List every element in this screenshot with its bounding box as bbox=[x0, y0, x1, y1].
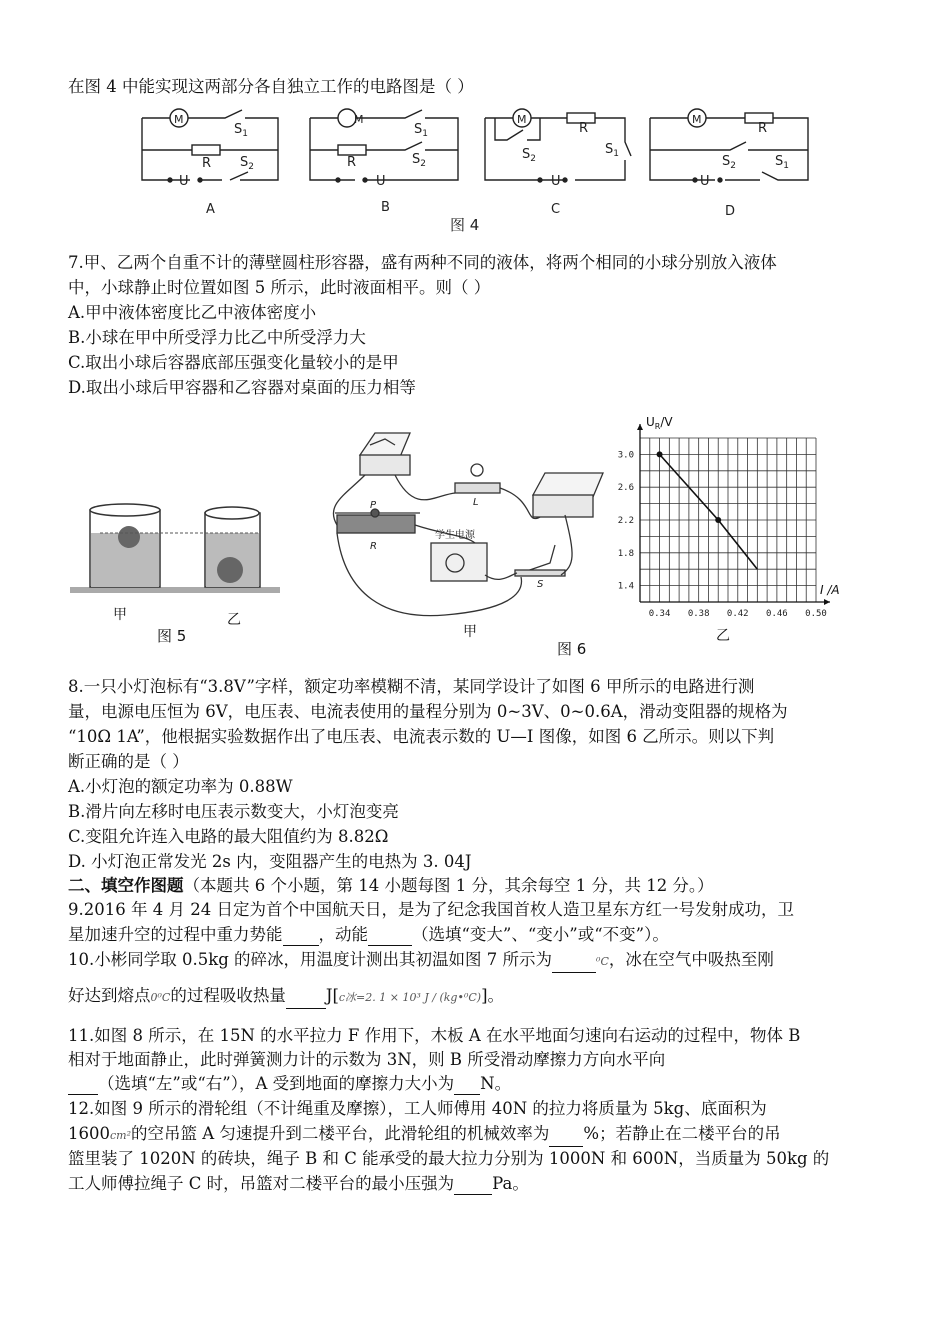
figure-6-chart bbox=[610, 410, 860, 640]
q12-text-c: %；若静止在二楼平台的吊 bbox=[583, 1124, 781, 1143]
q9-line-2 bbox=[68, 924, 669, 946]
q12-line-1: 12.如图 9 所示的滑轮组（不计绳重及摩擦），工人师傅用 40N 的拉力将质量为 5kg、底面积为 bbox=[68, 1099, 767, 1118]
b-r: R bbox=[347, 155, 357, 170]
q7-option-b: B.小球在甲中所受浮力比乙中所受浮力大 bbox=[68, 328, 366, 347]
q8-option-a: A.小灯泡的额定功率为 0.88W bbox=[68, 777, 293, 796]
q8-option-c: C.变阻允许连入电路的最大阻值约为 8.82Ω bbox=[68, 827, 389, 846]
q9-blank-2[interactable] bbox=[368, 930, 412, 946]
y-tick-label: 1.8 bbox=[617, 548, 634, 559]
y-tick-label: 2.6 bbox=[617, 483, 634, 494]
d-s2: $S_2$ bbox=[722, 154, 736, 171]
q7-option-c: C.取出小球后容器底部压强变化量较小的是甲 bbox=[68, 353, 399, 372]
q8-option-d: D. 小灯泡正常发光 2s 内，变阻器产生的电热为 3. 04J bbox=[68, 852, 472, 871]
figure-6-apparatus bbox=[325, 425, 615, 620]
a-r: R bbox=[202, 156, 212, 171]
q11-text-a: （选填“左”或“右”），A 受到地面的摩擦力大小为 bbox=[98, 1074, 455, 1093]
q10-blank-1[interactable] bbox=[552, 957, 596, 973]
q12-text-d: 工人师傅拉绳子 C 时，吊篮对二楼平台的最小压强为 bbox=[68, 1174, 455, 1193]
q10-text-a: 10.小彬同学取 0.5kg 的碎冰，用温度计测出其初温如图 7 所示为 bbox=[68, 950, 553, 969]
y-tick-label: 2.2 bbox=[617, 516, 634, 526]
figure-4-label: 图 4 bbox=[450, 216, 480, 234]
s-label: S bbox=[537, 579, 544, 590]
q9-text-c: （选填“变大”、“变小”或“不变”）。 bbox=[412, 925, 669, 944]
q9-blank-1[interactable] bbox=[283, 930, 319, 946]
q7-stem-1: 7.甲、乙两个自重不计的薄壁圆柱形容器，盛有两种不同的液体，将两个相同的小球分别放入液体 bbox=[68, 253, 777, 272]
d-u: U bbox=[700, 174, 710, 189]
b-s1: $S_1$ bbox=[414, 122, 428, 139]
c-option: C bbox=[551, 202, 561, 217]
y-axis-title: $U_R/V$ bbox=[646, 415, 673, 431]
fig6-left-caption: 甲 bbox=[463, 624, 477, 640]
q11-blank-2[interactable] bbox=[454, 1079, 480, 1095]
q7-option-d: D.取出小球后甲容器和乙容器对桌面的压力相等 bbox=[68, 378, 416, 397]
y-tick-label: 3.0 bbox=[617, 450, 634, 461]
q11-text-b: N。 bbox=[480, 1074, 512, 1093]
q8-line-4: 断正确的是（ ） bbox=[68, 752, 189, 771]
q10-text-f: ]。 bbox=[481, 986, 505, 1005]
q8-line-1: 8.一只小灯泡标有“3.8V”字样，额定功率模糊不清，某同学设计了如图 6 甲所示的电路进行测 bbox=[68, 677, 755, 696]
c-r: R bbox=[579, 121, 589, 136]
q10-text-d: 的过程吸收热量 bbox=[170, 986, 286, 1005]
fig6-right-caption: 乙 bbox=[716, 628, 730, 644]
q11-line-2: 相对于地面静止，此时弹簧测力计的示数为 3N，则 B 所受滑动摩擦力方向水平向 bbox=[68, 1050, 666, 1069]
q7-stem-2: 中，小球静止时位置如图 5 所示，此时液面相平。则（ ） bbox=[68, 278, 491, 297]
a-s2: $S_2$ bbox=[240, 155, 254, 172]
fig5-right-caption: 乙 bbox=[227, 612, 241, 628]
q6-intro: 在图 4 中能实现这两部分各自独立工作的电路图是（ ） bbox=[68, 77, 474, 96]
q10-text-e: J[ bbox=[325, 986, 339, 1005]
q11-line-1: 11.如图 8 所示，在 15N 的水平拉力 F 作用下，木板 A 在水平地面匀速向右运动的过程中，物体 B bbox=[68, 1026, 801, 1045]
motor-d-label: M bbox=[692, 113, 702, 126]
q12-area: 1600 bbox=[68, 1124, 110, 1143]
q12-blank-1[interactable] bbox=[549, 1131, 583, 1147]
data-point bbox=[715, 517, 721, 523]
r-label: R bbox=[370, 541, 377, 552]
a-s1: $S_1$ bbox=[234, 122, 248, 139]
circuit-b bbox=[310, 109, 458, 182]
c-u: U bbox=[551, 174, 561, 189]
q10-unit-c: ⁰C bbox=[596, 955, 609, 968]
motor-b-label: M bbox=[354, 113, 364, 126]
q7-option-a: A.甲中液体密度比乙中液体密度小 bbox=[68, 303, 317, 322]
x-tick-label: 0.46 bbox=[766, 609, 788, 619]
fig5-left-caption: 甲 bbox=[113, 607, 127, 623]
q8-line-2: 量，电源电压恒为 6V，电压表、电流表使用的量程分别为 0~3V、0~0.6A，滑动变阻器的规格为 bbox=[68, 702, 788, 721]
b-s2: $S_2$ bbox=[412, 152, 426, 169]
l-label: L bbox=[473, 497, 479, 508]
d-option: D bbox=[725, 204, 736, 219]
b-u: U bbox=[376, 174, 386, 189]
q10-formula: c冰=2. 1 × 10³ J / (kg•⁰C) bbox=[338, 991, 482, 1004]
power-supply-label: 学生电源 bbox=[435, 530, 475, 541]
y-axis-arrow bbox=[637, 424, 643, 430]
data-point bbox=[657, 451, 663, 457]
c-s2: $S_2$ bbox=[522, 147, 536, 164]
x-tick-label: 0.38 bbox=[687, 609, 710, 619]
q9-text-b: ，动能 bbox=[318, 925, 368, 944]
fig6-label: 图 6 bbox=[557, 640, 587, 658]
q10-melting-point: 0⁰C bbox=[150, 991, 171, 1004]
a-u: U bbox=[179, 174, 189, 189]
figure-5-containers bbox=[70, 495, 285, 645]
q10-text-b: ，冰在空气中吸热至刚 bbox=[608, 950, 774, 969]
p-label: P bbox=[370, 500, 377, 511]
q10-line-2 bbox=[68, 985, 504, 1009]
circuit-d bbox=[650, 109, 808, 182]
c-s1: $S_1$ bbox=[605, 142, 619, 159]
q12-text-b: 的空吊篮 A 匀速提升到二楼平台，此滑轮组的机械效率为 bbox=[131, 1124, 550, 1143]
q8-line-3: “10Ω 1A”，他根据实验数据作出了电压表、电流表示数的 U—I 图像，如图 6 乙所示。则以下判 bbox=[68, 727, 775, 746]
q12-blank-2[interactable] bbox=[454, 1179, 492, 1195]
x-tick-label: 0.42 bbox=[726, 609, 749, 619]
section-2-desc: （本题共 6 个小题，第 14 小题每图 1 分，其余每空 1 分，共 12 分。） bbox=[183, 876, 714, 895]
section-2-heading bbox=[68, 875, 714, 897]
fig5-label: 图 5 bbox=[157, 627, 187, 645]
motor-a-label: M bbox=[174, 113, 184, 126]
q10-text-c: 好达到熔点 bbox=[68, 986, 151, 1005]
section-2-title: 二、填空作图题 bbox=[68, 876, 184, 895]
q10-blank-2[interactable] bbox=[286, 993, 326, 1009]
x-axis-title: I /A bbox=[820, 583, 840, 597]
q9-text-a: 星加速升空的过程中重力势能 bbox=[68, 925, 283, 944]
x-tick-label: 0.50 bbox=[805, 609, 827, 619]
motor-c-label: M bbox=[517, 113, 527, 126]
q11-line-3 bbox=[68, 1073, 511, 1095]
q11-blank-1[interactable] bbox=[68, 1079, 98, 1095]
q12-text-e: Pa。 bbox=[492, 1174, 529, 1193]
q12-area-unit: cm² bbox=[110, 1129, 132, 1142]
q9-line-1: 9.2016 年 4 月 24 日定为首个中国航天日，是为了纪念我国首枚人造卫星东方红一号发射成功，卫 bbox=[68, 900, 794, 919]
x-axis-arrow bbox=[824, 599, 830, 605]
x-tick-label: 0.34 bbox=[648, 609, 671, 619]
a-option: A bbox=[206, 202, 215, 217]
b-option: B bbox=[381, 200, 390, 215]
q12-line-2 bbox=[68, 1123, 781, 1147]
figure-4-circuits bbox=[130, 100, 830, 235]
q12-line-3: 篮里装了 1020N 的砖块，绳子 B 和 C 能承受的最大拉力分别为 1000N 和 600N，当质量为 50kg 的 bbox=[68, 1149, 830, 1168]
y-tick-label: 1.4 bbox=[617, 581, 634, 592]
circuit-a bbox=[142, 109, 278, 182]
d-s1: $S_1$ bbox=[775, 154, 789, 171]
q8-option-b: B.滑片向左移时电压表示数变大，小灯泡变亮 bbox=[68, 802, 399, 821]
d-r: R bbox=[758, 121, 768, 136]
q12-line-4 bbox=[68, 1173, 529, 1195]
q10-line-1 bbox=[68, 949, 774, 973]
